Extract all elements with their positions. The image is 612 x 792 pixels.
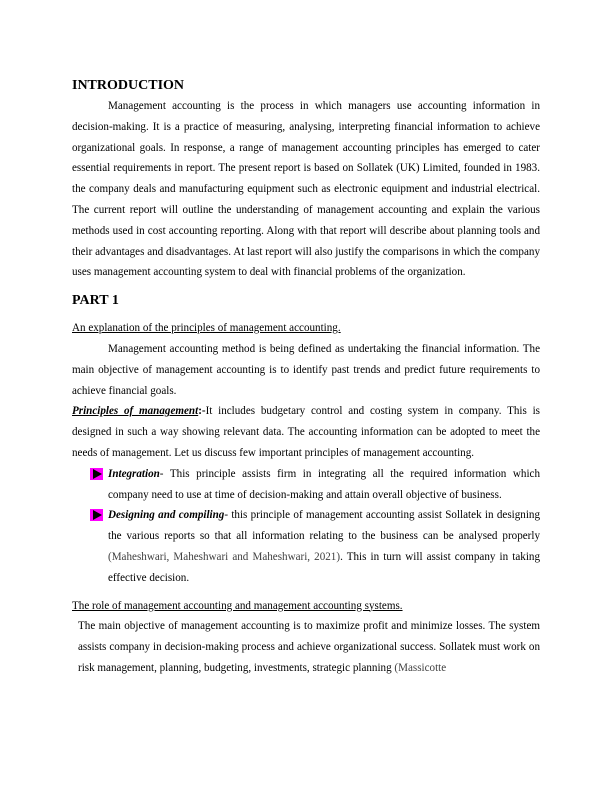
bullet-text-after: . This in turn will assist company in taking effective decision. [108, 550, 540, 584]
list-item [72, 505, 540, 588]
principles-separator: :- [198, 405, 206, 418]
role-paragraph [72, 616, 540, 678]
principles-paragraph [72, 401, 540, 463]
bullet-term: Designing and compiling [108, 509, 225, 522]
principles-label: Principles of management [72, 405, 199, 418]
management-accounting-paragraph: Management accounting method is being defined as undertaking the financial information. The main objective of management accounting is to identify past trends and predict future requirements to achieve financial goals. [72, 342, 540, 397]
citation: (Massicotte [394, 661, 447, 674]
citation: (Maheshwari, Maheshwari and Maheshwari, 2021) [108, 550, 341, 563]
document-body [72, 76, 540, 679]
introduction-heading: INTRODUCTION [72, 78, 185, 93]
principles-subheading: An explanation of the principles of management accounting. [72, 322, 341, 335]
bullet-term: Integration [108, 467, 160, 480]
role-text: The main objective of management accounting is to maximize profit and minimize losses. The system assists company in decision-making process and achieve organizational success. Sollatek must work on risk management, planning, budgeting, investments, strategic planning [78, 620, 540, 674]
introduction-paragraph: Management accounting is the process in which managers use accounting information in decision-making. It is a practice of measuring, analysing, interpreting financial information to achieve organizational goals. In response, a range of management accounting principles has emerged to cater essential requirements in report. The present report is based on Sollatek (UK) Limited, founded in 1983. the company deals and manufacturing equipment such as electronic equipment and industrial electrical. The current report will outline the understanding of management accounting and explain the various methods used in cost accounting reporting. Along with that report will describe about planning tools and their advantages and disadvantages. At last report will also justify the comparisons in which the company uses management accounting system to deal with financial problems of the organization. [72, 100, 540, 279]
role-subheading: The role of management accounting and management accounting systems. [72, 599, 403, 612]
principles-list [72, 464, 540, 589]
bullet-text: - This principle assists firm in integrating all the required information which company need to use at time of decision-making and attain overall objective of business. [108, 467, 540, 501]
principles-text: It includes budgetary control and costing system in company. This is designed in such a way showing relevant data. The accounting information can be adopted to meet the needs of management. Let us discuss few important principles of management accounting. [72, 405, 540, 459]
bullet-text: - this principle of management accounting assist Sollatek in designing the various reports so that all information relating to the business can be analysed properly [108, 509, 540, 543]
part1-heading: PART 1 [72, 293, 119, 309]
arrow-bullet-icon [90, 468, 103, 480]
arrow-bullet-icon [90, 509, 103, 521]
list-item [72, 464, 540, 506]
